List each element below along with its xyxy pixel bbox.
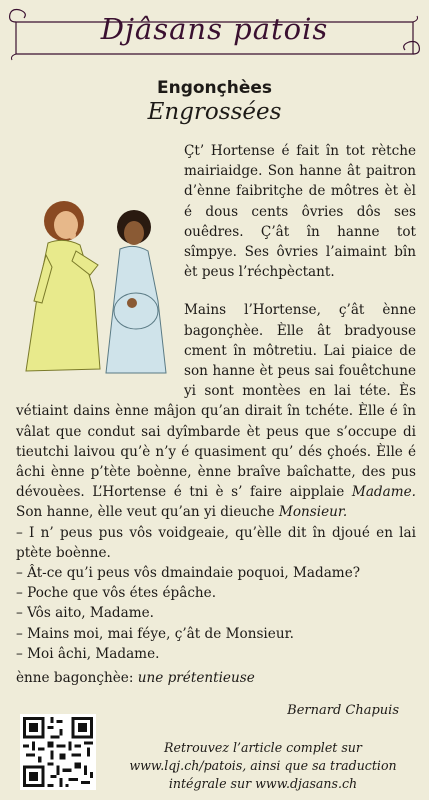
footer-line: www.lqj.ch/patois, ainsi que sa traduction bbox=[129, 758, 397, 773]
footer-line: intégrale sur www.djasans.ch bbox=[168, 776, 358, 791]
paragraph-2-cont: Son hanne, èlle veut qu’an yi dieuche bbox=[16, 504, 275, 521]
gloss-term: ènne bagonçhèe: bbox=[16, 670, 134, 686]
footer-line: Retrouvez l’article complet sur bbox=[164, 740, 362, 755]
dialogue-line: – Vôs aito, Madame. bbox=[16, 605, 154, 622]
madame-emphasis: Madame. bbox=[351, 484, 416, 501]
gloss-meaning: une prétentieuse bbox=[137, 670, 255, 686]
headline-patois: Engonçhèes bbox=[156, 78, 273, 98]
article-body bbox=[16, 141, 416, 664]
headline-french: Engrossées bbox=[147, 99, 282, 125]
dialogue-line: – Poche que vôs étes épâche. bbox=[16, 585, 217, 602]
dialogue-line: – Mains moi, mai féye, ç’ât de Monsieur. bbox=[16, 625, 294, 642]
banner-title: Djâsans patois bbox=[100, 12, 329, 46]
monsieur-emphasis: Monsieur. bbox=[278, 504, 348, 521]
paragraph-1-text: Çt’ Hortense é fait în tot rètche mairiaidge. Son hanne ât paitron d’ènne faibritçhe de môtres èt èl é dous cents ôvries dôs ses ouêdres. Ç’ât în hanne tot sîmpye. Ses ôvries l’aimaint bîn èt peus l’réchpèctant. bbox=[184, 143, 416, 281]
header-banner bbox=[6, 4, 423, 62]
dialogue-line: – Ât-ce qu’i peus vôs dmaindaie poquoi, Madame? bbox=[16, 565, 361, 582]
paragraph-2-text: Mains l’Hortense, ç’ât ènne bagonçhèe. Èlle ât bradyouse cment în môtretiu. Lai piaice de son hanne èt peus sai fouêtchune yi sont montèes en lai téte. Ès vétiaint dains ènne mâjon qu’an dirait în tchéte. Èlle é în vâlat que condut sai dyîmbarde èt peus que s’occupe di tieutchi laivou qu’è n’y é quasiment qu’ dés çhoés. Èlle é âchi ènne p’tète boènne, ènne braîve baîchatte, des pus dévouèes. L’Hortense é tni è s’ faire aipplaie bbox=[16, 302, 416, 501]
qr-code-icon[interactable] bbox=[20, 714, 96, 790]
dialogue-line: – Moi âchi, Madame. bbox=[16, 645, 160, 662]
footer-note bbox=[108, 739, 418, 793]
paragraph-1 bbox=[16, 141, 416, 282]
illustration-two-women-icon bbox=[16, 191, 176, 381]
gloss bbox=[16, 670, 255, 686]
author-name: Bernard Chapuis bbox=[287, 703, 399, 718]
dialogue-line: – I n’ peus pus vôs voidgeaie, qu’èlle dit în djoué en lai ptète boènne. bbox=[16, 524, 416, 561]
